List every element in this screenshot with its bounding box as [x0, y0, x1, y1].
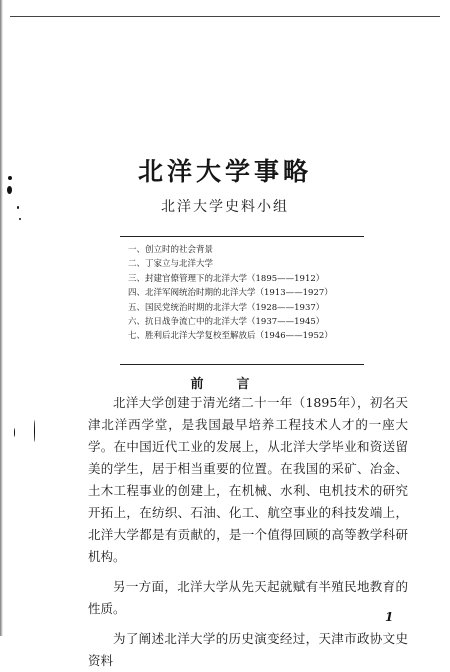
page-number: 1 — [385, 610, 394, 624]
paragraph: 另一方面，北洋大学从先天起就赋有半殖民地教育的性质。 — [88, 579, 408, 616]
toc-item: 四、北洋军阀统治时期的北洋大学（1913——1927） — [128, 288, 333, 299]
toc-item: 七、胜利后北洋大学复校至解放后（1946——1952） — [128, 331, 333, 342]
document-title: 北洋大学事略 — [137, 157, 312, 186]
document-author: 北洋大学史料小组 — [161, 199, 289, 215]
paragraph: 北洋大学创建于清光绪二十一年（1895年），初名天津北洋西学堂，是我国最早培养工程技术人才的一座大学。在中国近代工业的发展上，从北洋大学毕业和资送留美的学生，居于相当重要的位置。在我国的采矿、冶金、土木工程事业的创建上，在机械、水利、电机技术的研究开拓上，在纺织、石油、化工、航空事业的科技发端上，北洋大学都是有贡献的，是一个值得回顾的高等教学科研机构。 — [88, 395, 408, 564]
toc-item: 三、封建官僚管理下的北洋大学（1895——1912） — [128, 273, 325, 284]
table-of-contents — [120, 236, 364, 365]
scan-edge-shadow — [0, 0, 3, 636]
scan-speck — [34, 420, 35, 442]
toc-item: 五、国民党统治时期的北洋大学（1928——1937） — [128, 302, 325, 313]
scan-speck — [19, 218, 21, 220]
scan-speck — [14, 428, 15, 437]
toc-item: 六、抗日战争流亡中的北洋大学（1937——1945） — [128, 317, 325, 328]
toc-item: 二、丁家立与北洋大学 — [128, 259, 214, 270]
toc-item: 一、创立时的社会背景 — [128, 245, 214, 255]
paragraph: 为了阐述北洋大学的历史演变经过，天津市政协文史资料 — [88, 631, 408, 668]
toc-list — [120, 237, 364, 344]
scan-top-edge — [10, 16, 440, 17]
section-heading: 前 言 — [190, 377, 260, 392]
body-text — [88, 392, 408, 672]
